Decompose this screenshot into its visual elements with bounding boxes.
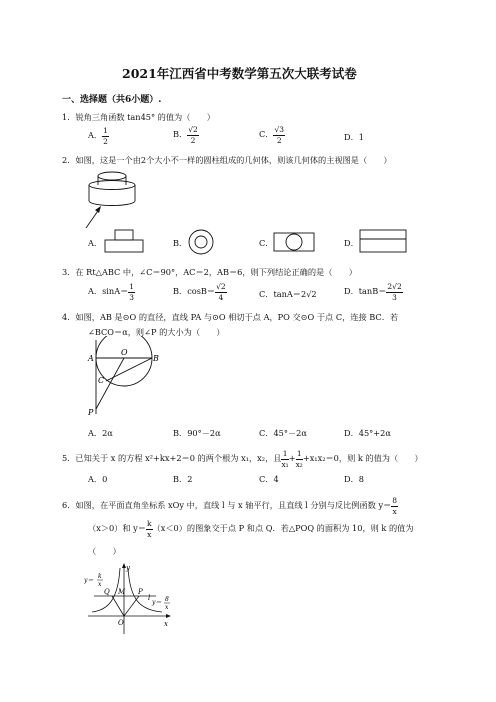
q1-option-a: A． $\frac{1}{2}$ — [88, 126, 108, 146]
right-function-den: x — [165, 604, 169, 611]
q1-option-d: D．1 — [344, 132, 364, 142]
q3-option-c: C．tanA＝2√2 — [259, 289, 317, 299]
page-title: 2021年江西省中考数学第五次大联考试卷 — [122, 66, 357, 81]
q1-option-b: B． $\frac{√2}{2}$ — [173, 125, 198, 145]
q2-option-c-figure — [271, 230, 317, 254]
question-2-stem: 2．如图，这是一个由2个大小不一样的圆柱组成的几何体，则该几何体的主视图是（ ） — [62, 155, 392, 165]
left-function-num: k — [98, 573, 102, 580]
question-4-stem-line2: ∠BCO＝α，则∠P 的大小为（ ） — [88, 327, 225, 337]
q5-option-b: B．2 — [173, 474, 193, 484]
label-c: C — [98, 376, 105, 385]
question-5-stem: 5．已知关于 x 的方程 x²+kx+2＝0 的两个根为 x₁，x₂，且 $\frac{1}{\text{x₁}}$ + $\frac{1}{\text{x₂}}$ +x₁x₂＝0，则 k 的值为（ ） — [62, 449, 423, 469]
q4-option-c: C．45°－2α — [259, 428, 307, 438]
q5-option-d: D．8 — [344, 474, 364, 484]
circle-tangent-figure — [84, 336, 164, 416]
q5-option-a: A．0 — [88, 474, 108, 484]
q3-option-a: A．sinA＝ $\frac{1}{3}$ — [88, 282, 135, 302]
axis-y-label: y — [126, 564, 130, 572]
right-function-num: 8 — [165, 596, 169, 603]
inverse-function-graph — [84, 560, 174, 638]
question-1-stem: 1．锐角三角函数 tan45° 的值为（ ） — [62, 112, 215, 122]
question-4-stem-line1: 4．如图，AB 是⊙O 的直径，直线 PA 与⊙O 相切于点 A，PO 交⊙O 于点 C，连接 BC．若 — [62, 312, 399, 322]
label-b: B — [153, 354, 159, 363]
left-function-prefix: y＝ — [84, 577, 94, 584]
q2-option-c-label: C． — [259, 238, 274, 248]
right-function-prefix: y＝ — [152, 599, 162, 606]
line-l-label: l — [148, 594, 151, 602]
cylinder-solid-figure — [80, 168, 150, 230]
point-q-label: Q — [104, 588, 110, 596]
question-6-stem-line1: 6．如图，在平面直角坐标系 xOy 中，直线 l 与 x 轴平行，且直线 l 分别与反比例函数 y＝ $\frac{8}{x}$ — [62, 496, 398, 516]
q4-option-d: D．45°+2α — [344, 428, 391, 438]
q2-option-a-label: A． — [88, 238, 103, 248]
label-o: O — [121, 348, 128, 357]
point-m-label: M — [118, 588, 126, 596]
left-function-den: x — [98, 581, 102, 588]
q1-option-c: C． $\frac{√3}{2}$ — [259, 125, 285, 145]
q3-option-d: D．tanB＝ $\frac{2√2}{3}$ — [344, 282, 402, 302]
point-p-label: P — [138, 588, 143, 596]
axis-x-label: x — [164, 620, 168, 628]
origin-label: O — [118, 619, 124, 627]
q4-option-a: A．2α — [88, 428, 113, 438]
label-p: P — [88, 408, 94, 416]
q3-option-b: B．cosB＝ $\frac{√2}{4}$ — [173, 282, 226, 302]
q2-option-d-label: D． — [344, 238, 359, 248]
label-a: A — [88, 354, 94, 363]
q2-option-b-label: B． — [173, 238, 188, 248]
question-6-stem-line3: （ ） — [88, 546, 121, 556]
q5-option-c: C．4 — [259, 474, 279, 484]
q2-option-d-figure — [357, 228, 409, 254]
question-3-stem: 3．在 Rt△ABC 中，∠C＝90°，AC＝2，AB＝6，则下列结论正确的是（ ） — [62, 267, 357, 277]
q4-option-b: B．90°－2α — [173, 428, 221, 438]
section-heading: 一、选择题（共6小题）. — [62, 95, 162, 105]
question-6-stem-line2: （x＞0）和 y＝ $\frac{k}{x}$ （x＜0）的图象交于点 P 和点 Q．若△POQ 的面积为 10，则 k 的值为 — [88, 519, 414, 539]
q2-option-b-figure — [187, 228, 215, 256]
q2-option-a-figure — [101, 228, 151, 254]
